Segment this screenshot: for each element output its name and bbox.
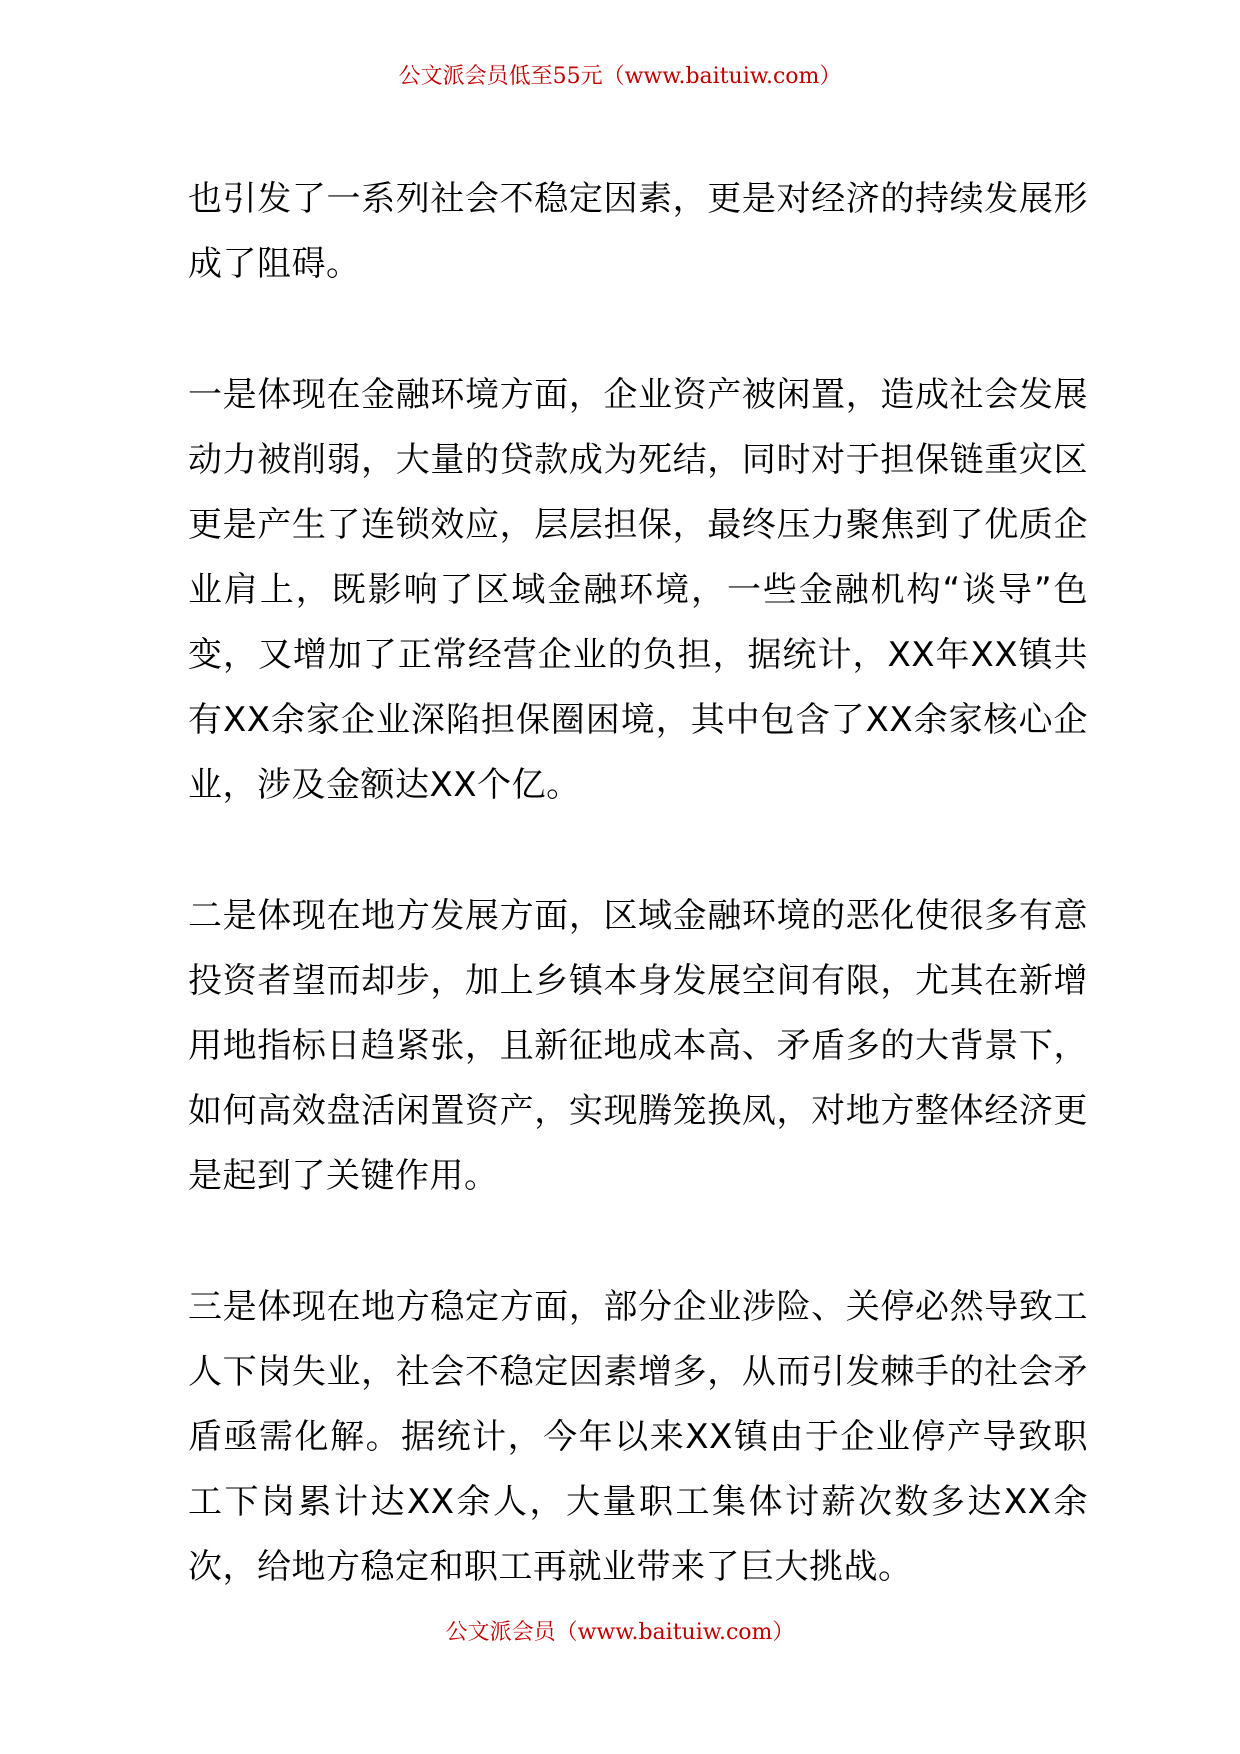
paragraph-local-development: 二是体现在地方发展方面，区域金融环境的恶化使很多有意投资者望而却步，加上乡镇本身发展空间有限，尤其在新增用地指标日趋紧张，且新征地成本高、矛盾多的大背景下，如何高效盘活闲置资产，实现腾笼换凤，对地方整体经济更是起到了关键作用。 (188, 896, 1088, 1196)
paragraph-financial-environment: 一是体现在金融环境方面，企业资产被闲置，造成社会发展动力被削弱，大量的贷款成为死结，同时对于担保链重灾区更是产生了连锁效应，层层担保，最终压力聚焦到了优质企业肩上，既影响了区域金融环境，一些金融机构“谈导”色变，又增加了正常经营企业的负担，据统计，XX年XX镇共有XX余家企业深陷担保圈困境，其中包含了XX余家核心企业，涉及金额达XX个亿。 (188, 375, 1088, 805)
paragraph-local-stability: 三是体现在地方稳定方面，部分企业涉险、关停必然导致工人下岗失业，社会不稳定因素增多，从而引发棘手的社会矛盾亟需化解。据统计，今年以来XX镇由于企业停产导致职工下岗累计达XX余人，大量职工集体讨薪次数多达XX余次，给地方稳定和职工再就业带来了巨大挑战。 (188, 1287, 1088, 1587)
paragraph-continuation: 也引发了一系列社会不稳定因素，更是对经济的持续发展形成了阻碍。 (188, 179, 1088, 284)
page-footer-watermark: 公文派会员（www.baituiw.com） (445, 1620, 795, 1645)
document-body (188, 167, 1088, 1600)
page-header-watermark: 公文派会员低至55元（www.baituiw.com） (398, 64, 842, 89)
